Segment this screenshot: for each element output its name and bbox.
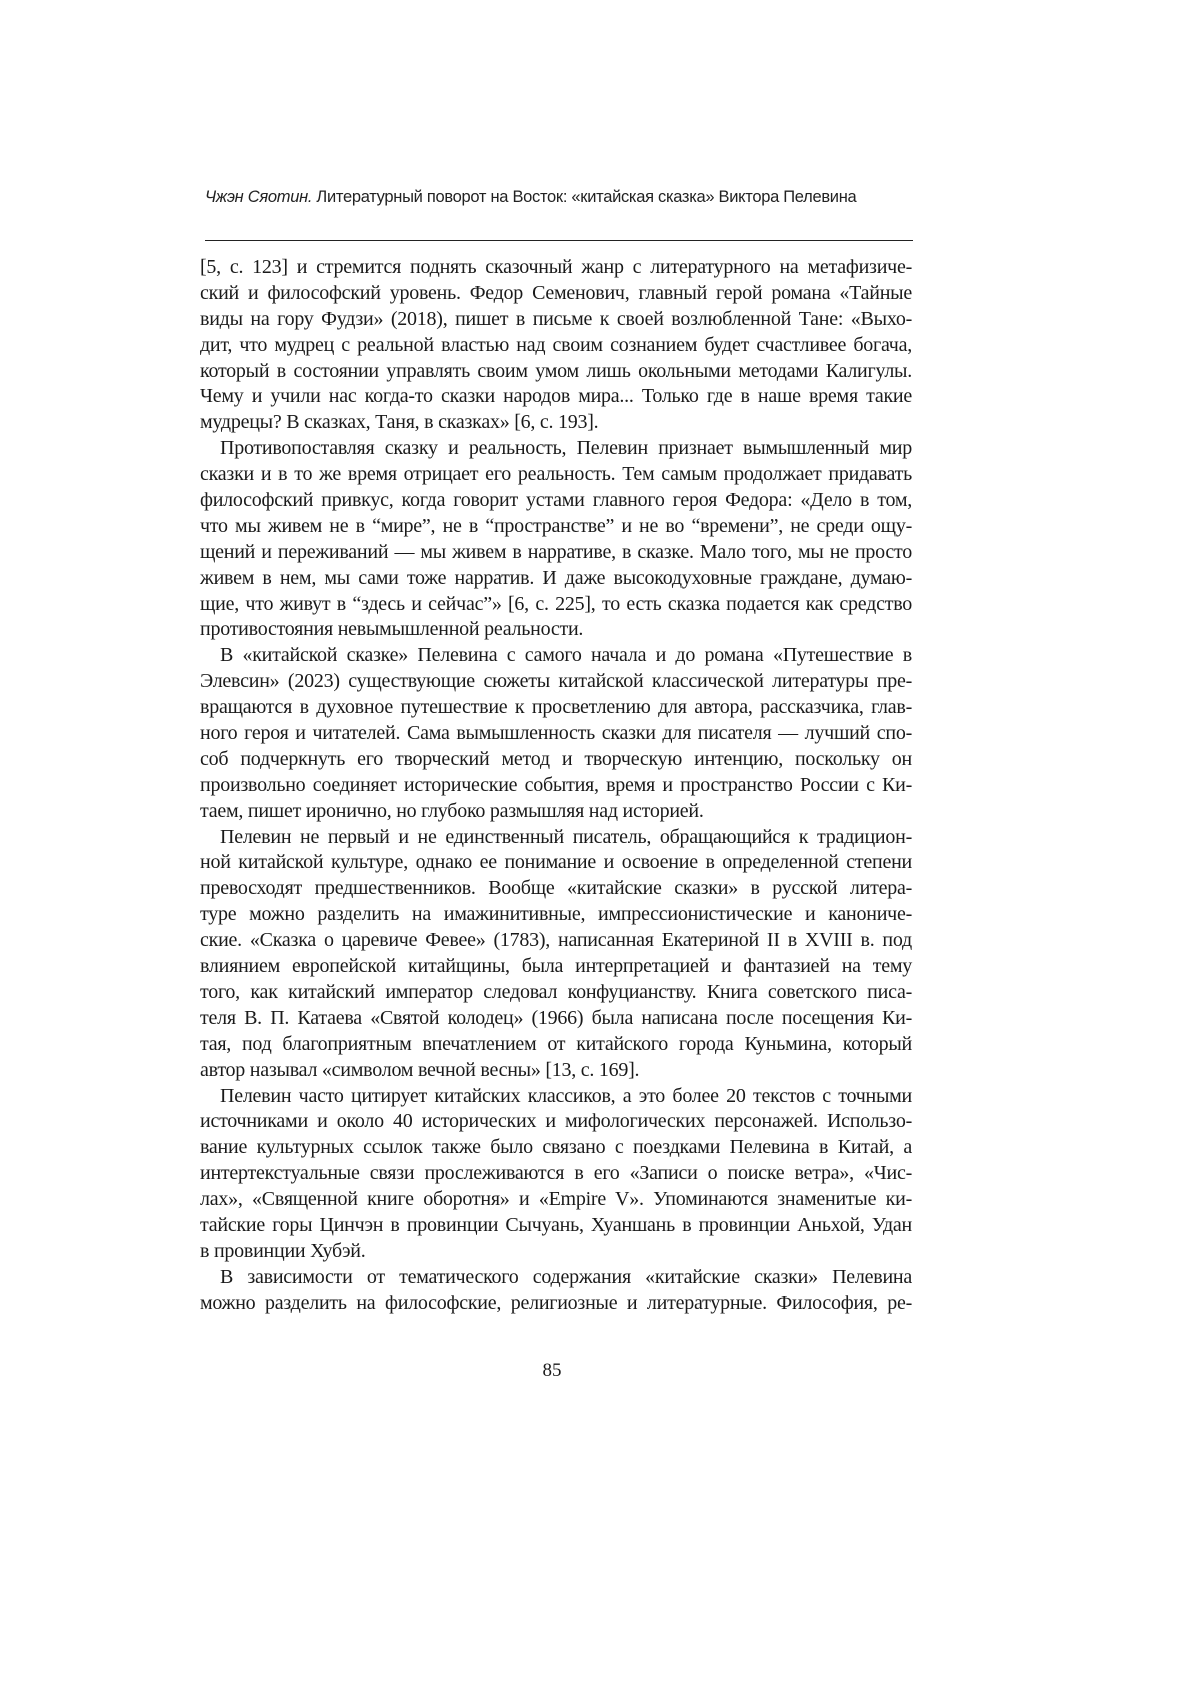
paragraph <box>200 643 912 824</box>
text-line: живем в нем, мы сами тоже нарратив. И даже высокодуховные граждане, думаю- <box>200 566 912 592</box>
paragraph <box>200 1084 912 1265</box>
text-line: источниками и около 40 исторических и мифологических персонажей. Использо- <box>200 1109 912 1135</box>
text-line: В «китайской сказке» Пелевина с самого начала и до романа «Путешествие в <box>200 643 912 669</box>
text-line: автор называл «символом вечной весны» [13, с. 169]. <box>200 1058 912 1084</box>
text-line: вращаются в духовное путешествие к просветлению для автора, рассказчика, глав- <box>200 695 912 721</box>
text-line: философский привкус, когда говорит устами главного героя Федора: «Дело в том, <box>200 488 912 514</box>
text-line: ский и философский уровень. Федор Семенович, главный герой романа «Тайные <box>200 281 912 307</box>
paragraph <box>200 436 912 643</box>
text-line: который в состоянии управлять своим умом лишь окольными методами Калигулы. <box>200 359 912 385</box>
text-line: можно разделить на философские, религиозные и литературные. Философия, ре- <box>200 1291 912 1317</box>
header-author: Чжэн Сяотин. <box>205 188 312 206</box>
text-line: тая, под благоприятным впечатлением от китайского города Куньмина, который <box>200 1032 912 1058</box>
text-line: В зависимости от тематического содержания «китайские сказки» Пелевина <box>200 1265 912 1291</box>
text-line: таем, пишет иронично, но глубоко размышляя над историей. <box>200 799 912 825</box>
body-text <box>200 255 912 1317</box>
text-line: Пелевин часто цитирует китайских классиков, а это более 20 текстов с точными <box>200 1084 912 1110</box>
text-line: туре можно разделить на имажинитивные, импрессионистические и канониче- <box>200 902 912 928</box>
text-line: Пелевин не первый и не единственный писатель, обращающийся к традицион- <box>200 825 912 851</box>
text-line: влиянием европейской китайщины, была интерпретацией и фантазией на тему <box>200 954 912 980</box>
running-header <box>205 188 915 207</box>
text-line: ного героя и читателей. Сама вымышленность сказки для писателя — лучший спо- <box>200 721 912 747</box>
text-line: щие, что живут в “здесь и сейчас”» [6, с. 225], то есть сказка подается как средство <box>200 592 912 618</box>
text-line: что мы живем не в “мире”, не в “пространстве” и не во “времени”, не среди ощу- <box>200 514 912 540</box>
text-line: произвольно соединяет исторические события, время и пространство России с Ки- <box>200 773 912 799</box>
text-line: Элевсин» (2023) существующие сюжеты китайской классической литературы пре- <box>200 669 912 695</box>
text-line: мудрецы? В сказках, Таня, в сказках» [6, с. 193]. <box>200 410 912 436</box>
text-line: в провинции Хубэй. <box>200 1239 912 1265</box>
text-line: тайские горы Цинчэн в провинции Сычуань, Хуаншань в провинции Аньхой, Удан <box>200 1213 912 1239</box>
text-line: интертекстуальные связи прослеживаются в его «Записи о поиске ветра», «Чис- <box>200 1161 912 1187</box>
header-rule <box>205 240 913 241</box>
text-line: теля В. П. Катаева «Святой колодец» (1966) была написана после посещения Ки- <box>200 1006 912 1032</box>
text-line: сказки и в то же время отрицает его реальность. Тем самым продолжает придавать <box>200 462 912 488</box>
text-line: того, как китайский император следовал конфуцианству. Книга советского писа- <box>200 980 912 1006</box>
text-line: вание культурных ссылок также было связано с поездками Пелевина в Китай, а <box>200 1135 912 1161</box>
text-line: противостояния невымышленной реальности. <box>200 617 912 643</box>
text-line: дит, что мудрец с реальной властью над своим сознанием будет счастливее богача, <box>200 333 912 359</box>
header-title: Литературный поворот на Восток: «китайская сказка» Виктора Пелевина <box>312 188 856 206</box>
text-line: Противопоставляя сказку и реальность, Пелевин признает вымышленный мир <box>200 436 912 462</box>
text-line: лах», «Священной книге оборотня» и «Empire V». Упоминаются знаменитые ки- <box>200 1187 912 1213</box>
paragraph <box>200 1265 912 1317</box>
text-line: [5, с. 123] и стремится поднять сказочный жанр с литературного на метафизиче- <box>200 255 912 281</box>
text-line: Чему и учили нас когда-то сказки народов мира... Только где в наше время такие <box>200 384 912 410</box>
paragraph <box>200 255 912 436</box>
page-number: 85 <box>0 1360 1104 1382</box>
text-line: щений и переживаний — мы живем в нарративе, в сказке. Мало того, мы не просто <box>200 540 912 566</box>
text-line: ские. «Сказка о царевиче Февее» (1783), написанная Екатериной II в XVIII в. под <box>200 928 912 954</box>
paragraph <box>200 825 912 1084</box>
text-line: превосходят предшественников. Вообще «китайские сказки» в русской литера- <box>200 876 912 902</box>
text-line: ной китайской культуре, однако ее понимание и освоение в определенной степени <box>200 850 912 876</box>
text-line: соб подчеркнуть его творческий метод и творческую интенцию, поскольку он <box>200 747 912 773</box>
text-line: виды на гору Фудзи» (2018), пишет в письме к своей возлюбленной Тане: «Выхо- <box>200 307 912 333</box>
